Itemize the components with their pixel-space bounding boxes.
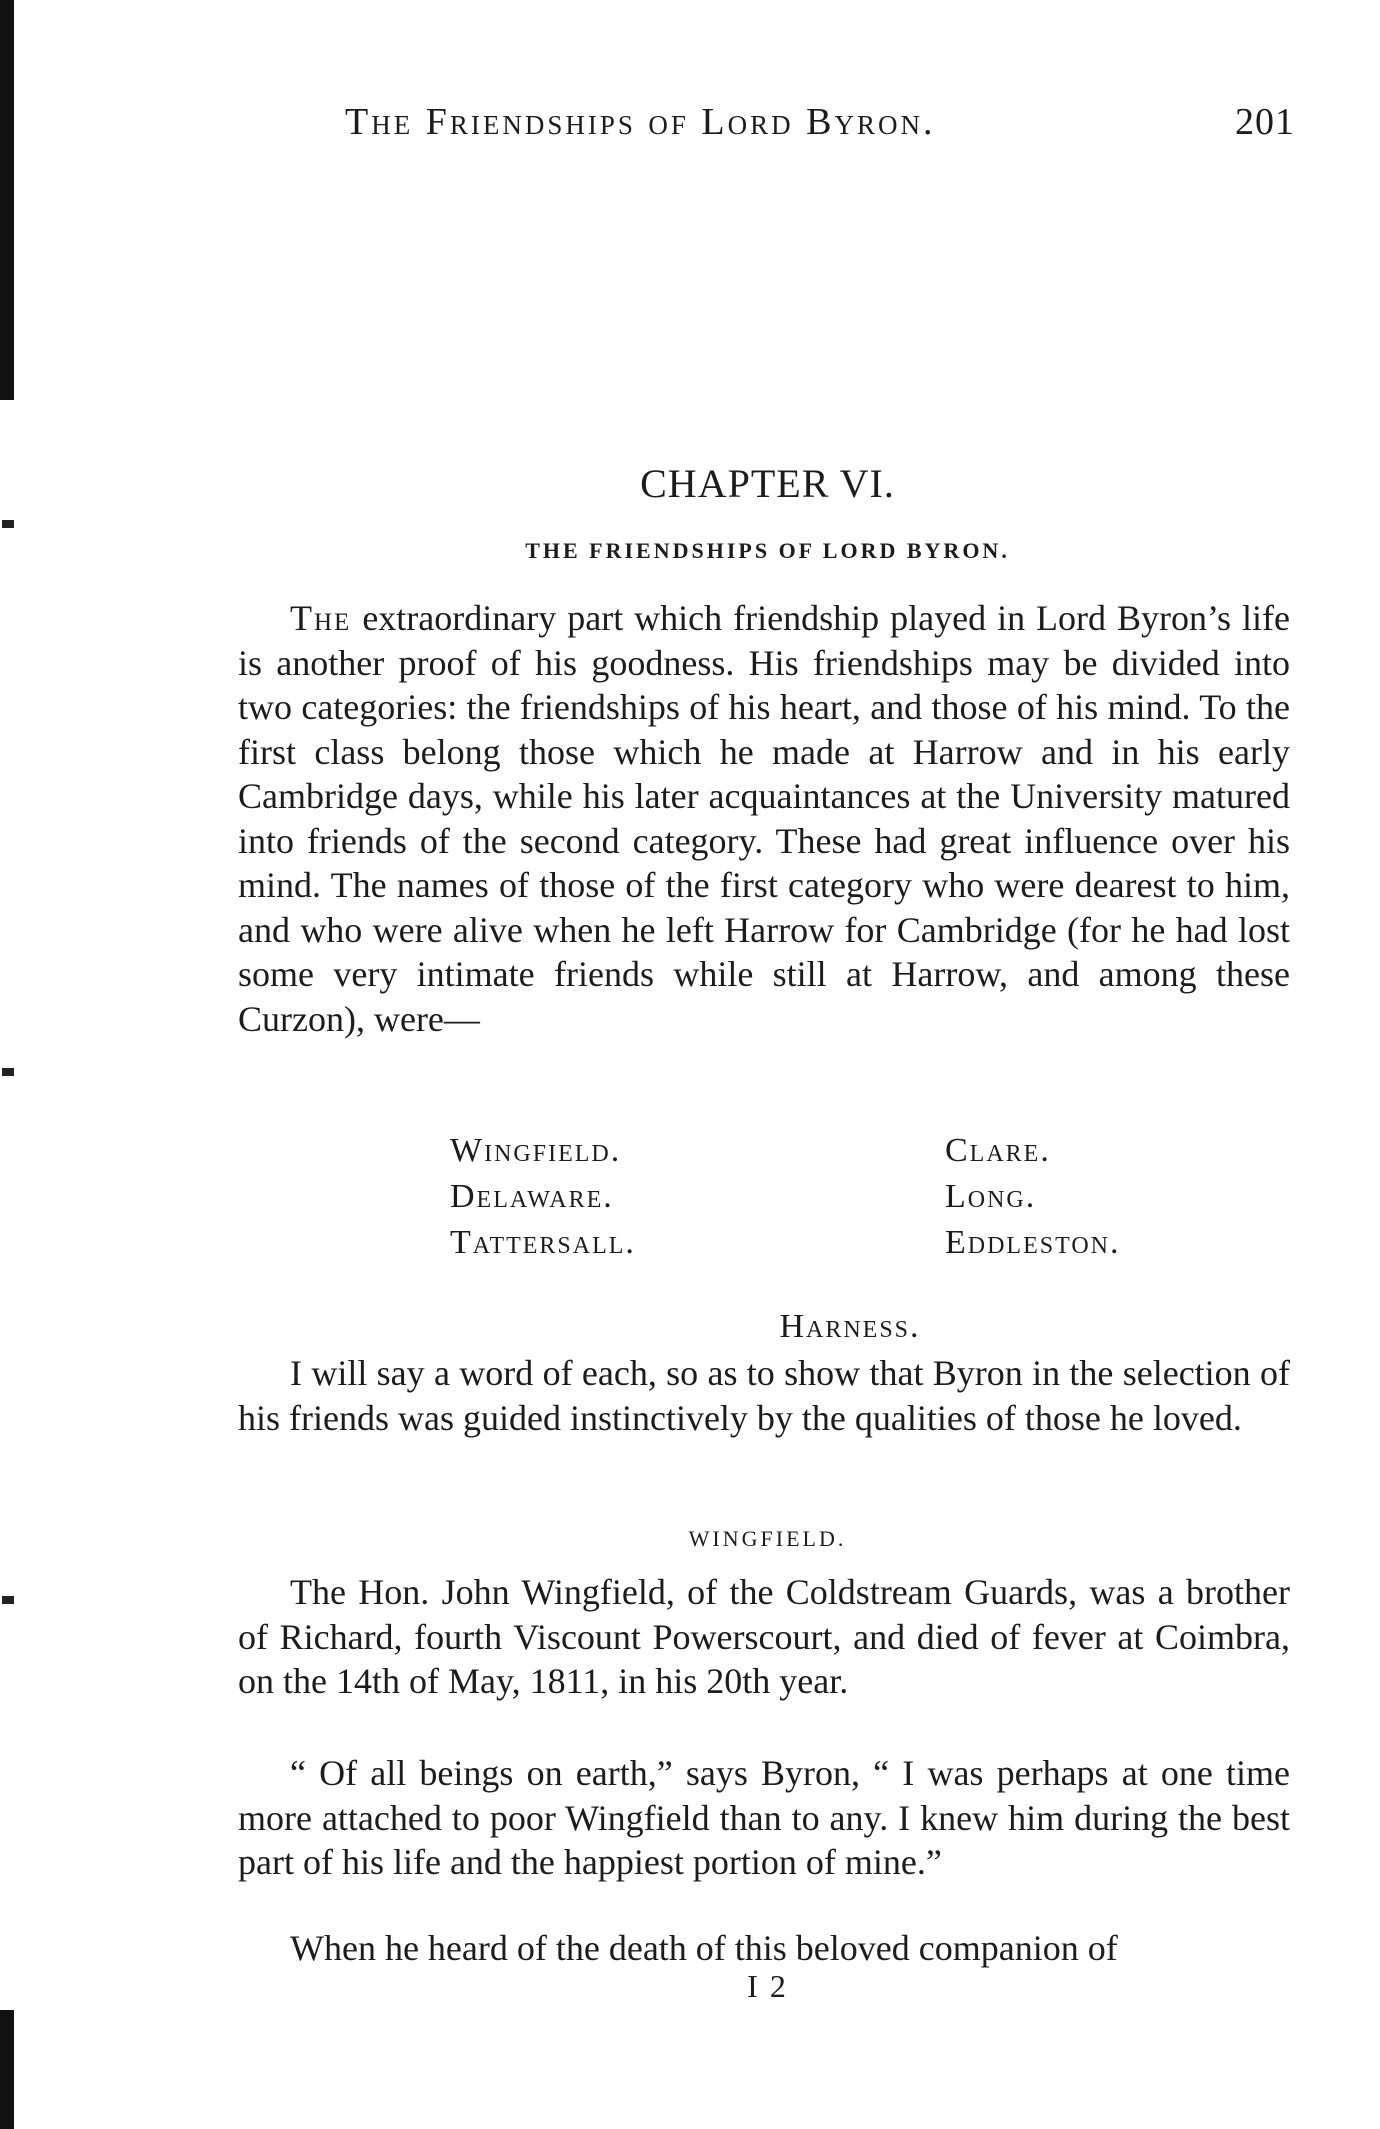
- chapter-title: CHAPTER VI.: [640, 461, 895, 506]
- friend-name: Wingfield.: [450, 1132, 622, 1169]
- friend-name: Clare.: [945, 1132, 1051, 1169]
- page-number: 201: [1235, 101, 1295, 143]
- lead-word: The: [290, 598, 352, 638]
- friend-name: Eddleston.: [945, 1224, 1121, 1261]
- friends-list-left: [450, 1128, 636, 1266]
- friend-name: Tattersall.: [450, 1224, 636, 1261]
- paragraph-intro-text: extraordinary part which friendship played in Lord Byron’s life is another proof of his goodness. His friendships may be divided into two categories: the friendships of his heart, and those of his mind. To the first class belong those which he made at Harrow and in his early Cambridge days, while his later acquaintances at the University matured into friends of the second category. These had great influence over his mind. The names of those of the first category who were dearest to him, and who were alive when he left Harrow for Cambridge (for he had lost some very intimate friends while still at Harrow, and among these Curzon), were—: [238, 598, 1291, 1039]
- friends-list-right: [945, 1128, 1121, 1266]
- section-heading: WINGFIELD.: [688, 1526, 847, 1551]
- chapter-subtitle: THE FRIENDSHIPS OF LORD BYRON.: [525, 538, 1010, 563]
- paragraph-quote: “ Of all beings on earth,” says Byron, “ I was perhaps at one time more attached to poor Wingfield than to any. I knew him during the best part of his life and the happiest portion of mine.”: [238, 1753, 1290, 1882]
- friend-name: Long.: [945, 1178, 1037, 1215]
- paragraph-each: I will say a word of each, so as to show that Byron in the selection of his friends was guided instinctively by the qualities of those he loved.: [238, 1353, 1290, 1438]
- running-head-title: The Friendships of Lord Byron.: [345, 101, 936, 143]
- friend-name-center: Harness.: [779, 1308, 921, 1345]
- paragraph-intro: [238, 596, 1290, 1041]
- paragraph-death: When he heard of the death of this beloved companion of: [290, 1928, 1118, 1968]
- signature-mark: I 2: [747, 1968, 788, 2004]
- paragraph-wingfield: The Hon. John Wingfield, of the Coldstream Guards, was a brother of Richard, fourth Viscount Powerscourt, and died of fever at Coimbra, on the 14th of May, 1811, in his 20th year.: [238, 1572, 1290, 1701]
- friend-name: Delaware.: [450, 1178, 614, 1215]
- running-head: [345, 100, 1295, 144]
